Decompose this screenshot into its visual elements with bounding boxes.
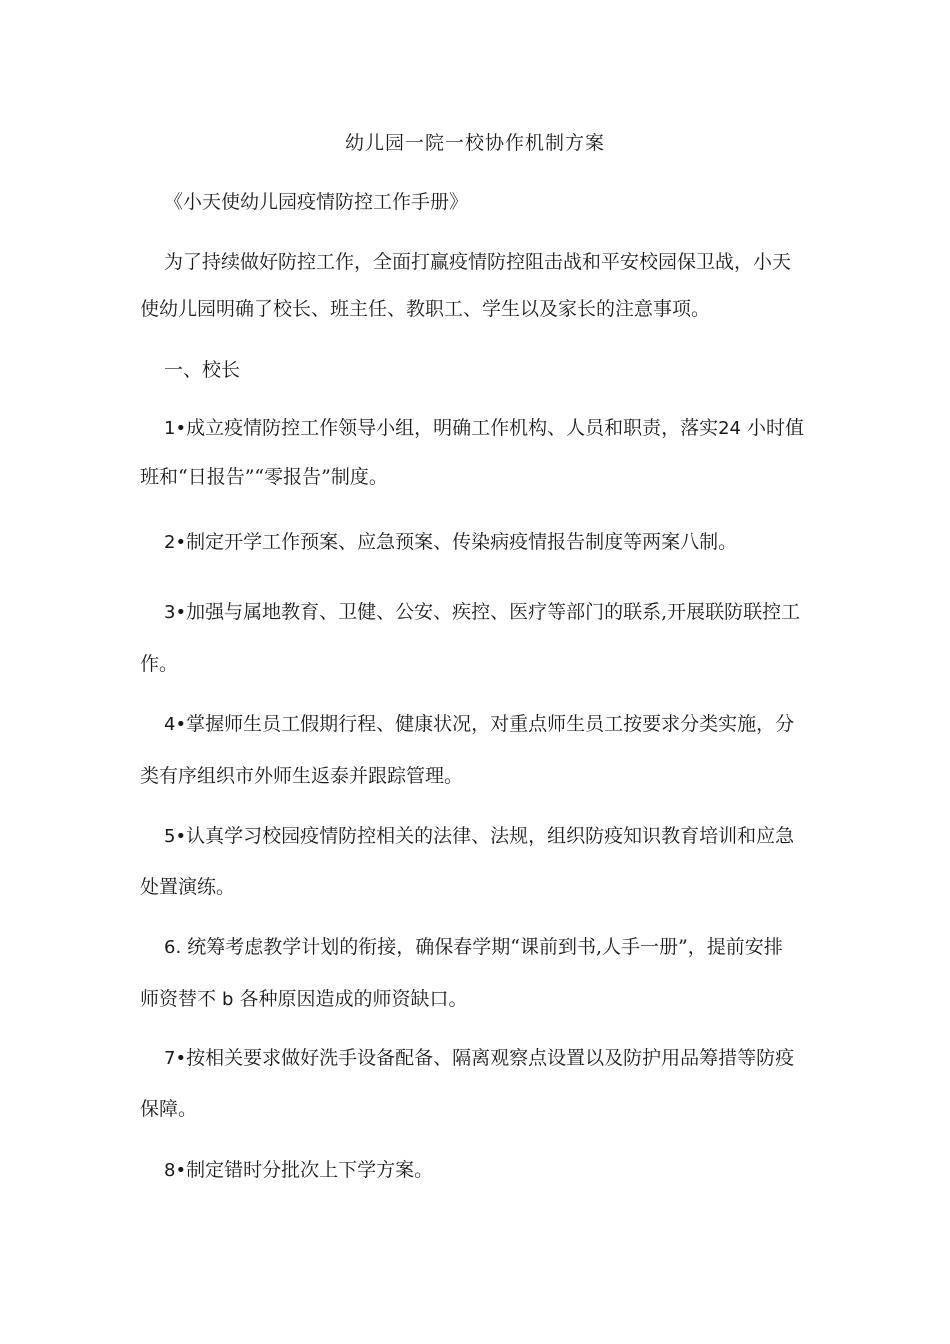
list-item-5-cont: 处置演练。 xyxy=(140,876,236,898)
list-item-1-cont: 班和“日报告”“零报告”制度。 xyxy=(140,466,388,488)
item-text: 师资替不 xyxy=(140,988,223,1010)
list-item-4 xyxy=(164,711,824,738)
handbook-title: 《小天使幼儿园疫情防控工作手册》 xyxy=(164,191,469,213)
item-text: 认真学习校园疫情防控相关的法律、法规，组织防疫知识教育培训和应急 xyxy=(186,825,795,847)
item-text: 按相关要求做好洗手设备配备、隔离观察点设置以及防护用品筹措等防疫 xyxy=(186,1047,795,1069)
item-text: 制定开学工作预案、应急预案、传染病疫情报告制度等两案八制。 xyxy=(186,531,738,553)
list-item-3 xyxy=(164,599,824,626)
item-number: 6. xyxy=(164,937,182,958)
list-item-4-cont: 类有序组织市外师生返泰并跟踪管理。 xyxy=(140,765,464,787)
item-text: 掌握师生员工假期行程、健康状况，对重点师生员工按要求分类实施，分 xyxy=(186,713,795,735)
list-item-2 xyxy=(164,529,824,556)
item-text: 制定错时分批次上下学方案。 xyxy=(186,1159,434,1181)
item-text: 加强与属地教育、卫健、公安、疾控、医疗等部门的联系,开展联防联控工 xyxy=(186,601,801,623)
section-heading-principal: 一、校长 xyxy=(164,359,241,381)
item-text-latin: b xyxy=(222,989,234,1010)
item-number: 4• xyxy=(164,714,187,735)
item-text: 成立疫情防控工作领导小组，明确工作机构、人员和职责，落实 xyxy=(186,417,719,439)
list-item-8 xyxy=(164,1157,824,1184)
intro-line-2: 使幼儿园明确了校长、班主任、教职工、学生以及家长的注意事项。 xyxy=(140,298,711,320)
list-item-7-cont: 保障。 xyxy=(140,1098,198,1120)
list-item-3-cont: 作。 xyxy=(140,653,179,675)
item-number: 1• xyxy=(164,418,187,439)
item-number: 5• xyxy=(164,826,187,847)
list-item-6-cont xyxy=(140,986,820,1013)
item-text: 统筹考虑教学计划的衔接，确保春学期“课前到书,人手一册”，提前安排 xyxy=(181,936,783,958)
list-item-7 xyxy=(164,1045,824,1072)
item-text-tail: 小时值 xyxy=(741,417,805,439)
document-title: 幼儿园一院一校协作机制方案 xyxy=(344,132,605,154)
list-item-1 xyxy=(164,415,824,442)
list-item-6 xyxy=(164,934,824,961)
intro-line-1: 为了持续做好防控工作，全面打赢疫情防控阻击战和平安校园保卫战，小天 xyxy=(164,251,792,273)
item-number-inline: 24 xyxy=(718,418,741,439)
list-item-5 xyxy=(164,823,824,850)
item-number: 3• xyxy=(164,602,187,623)
item-number: 2• xyxy=(164,532,187,553)
item-text: 各种原因造成的师资缺口。 xyxy=(233,988,468,1010)
item-number: 7• xyxy=(164,1048,187,1069)
item-number: 8• xyxy=(164,1160,187,1181)
